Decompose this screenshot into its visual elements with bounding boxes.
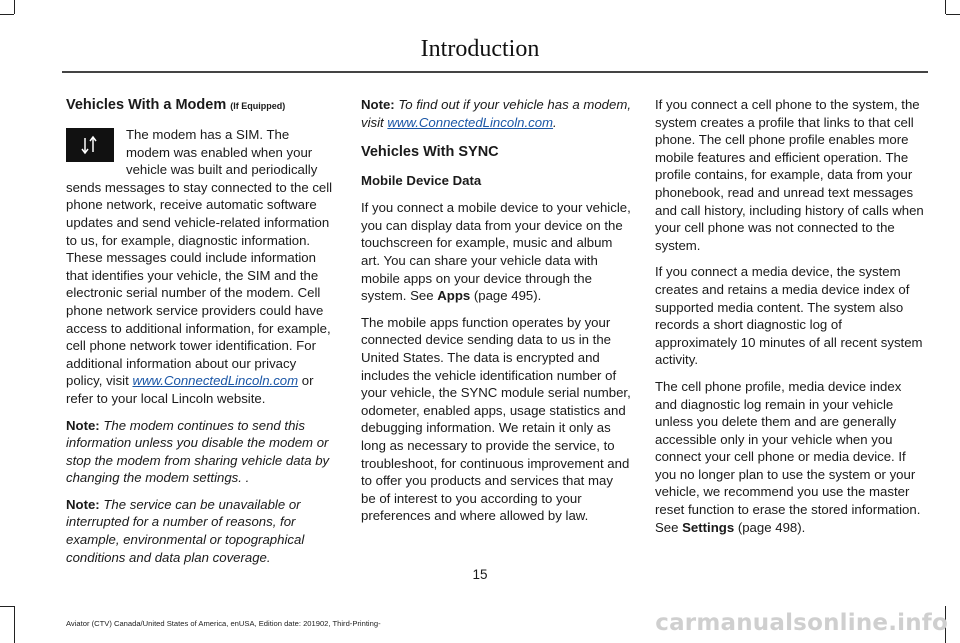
crop-mark <box>0 14 14 15</box>
crop-mark <box>14 0 15 14</box>
apps-reference[interactable]: Apps <box>437 288 471 304</box>
crop-mark <box>945 0 946 14</box>
header-rule <box>62 71 928 73</box>
note-paragraph <box>361 96 631 131</box>
modem-paragraph <box>66 126 336 408</box>
body-text: If you connect a mobile device to your vehicle, you can display data from your device on the touchscreen for example, music and album art. You can share your vehicle data with mobile apps on your device through the system. See <box>361 200 631 304</box>
connected-lincoln-link[interactable]: www.ConnectedLincoln.com <box>387 114 554 130</box>
subheading-mobile-device-data: Mobile Device Data <box>361 173 482 189</box>
body-text: (page 495). <box>470 288 542 304</box>
column-2 <box>361 96 631 534</box>
note-text: The service can be unavailable or interrupted for a number of reasons, for example, environmental or topographical conditions and data plan coverage. <box>66 496 305 565</box>
body-paragraph <box>655 378 925 536</box>
watermark: carmanualsonline.info <box>655 610 948 636</box>
column-1 <box>66 96 336 575</box>
body-text: or refer to your local Lincoln website. <box>66 373 314 406</box>
body-text: The cell phone profile, media device index and diagnostic log remain in your vehicle unless you delete them and are generally accessible only in your vehicle when you connect your cell phone or media device. If you no longer plan to use the system or your vehicle, we recommend you use the master reset function to erase the stored information. See <box>655 378 921 535</box>
note-paragraph <box>66 417 336 487</box>
section-heading-sync: Vehicles With SYNC <box>361 144 499 161</box>
body-paragraph: The mobile apps function operates by your connected device sending data to us in the United States. The data is encrypted and includes the vehicle identification number of your vehicle, the SYNC module serial number, odometer, enabled apps, usage statistics and debugging information. We retain it only as long as necessary to provide the service, to troubleshoot, for continuous improvement and to offer you products and services that may be of interest to you according to your preferences and where allowed by law. <box>361 314 631 524</box>
edition-footer: Aviator (CTV) Canada/United States of America, enUSA, Edition date: 201902, Third-Printing- <box>66 619 381 628</box>
crop-mark <box>14 606 15 643</box>
page-number: 15 <box>472 567 488 582</box>
body-text: The modem has a SIM. The modem was enabled when your vehicle was built and periodically sends messages to stay connected to the cell phone network, receive automatic software updates and send vehicle-related information to us, for example, diagnostic information. These messages could include information that identifies your vehicle, the SIM and the electronic serial number of the modem. Cell phone network service providers could have access to additional information, for example, cell phone network tower identification. For additional information about our privacy policy, visit <box>66 127 333 389</box>
note-label: Note: <box>66 496 100 512</box>
modem-arrows-icon <box>66 128 114 162</box>
settings-reference[interactable]: Settings <box>682 519 735 535</box>
note-text: . <box>553 114 557 130</box>
heading-text: Vehicles With a Modem <box>66 97 227 113</box>
note-text: To find out if your vehicle has a modem, visit <box>361 97 631 130</box>
body-text: (page 498). <box>734 519 806 535</box>
body-paragraph: If you connect a media device, the system creates and retains a media device index of supported media content. The system also records a short diagnostic log of approximately 10 minutes of all recent system activity. <box>655 264 923 368</box>
body-paragraph <box>361 199 631 305</box>
note-label: Note: <box>66 417 100 433</box>
heading-qualifier: (If Equipped) <box>230 101 286 111</box>
crop-mark <box>946 14 960 15</box>
connected-lincoln-link[interactable]: www.ConnectedLincoln.com <box>132 373 299 389</box>
crop-mark <box>0 606 14 607</box>
page-title: Introduction <box>420 36 540 62</box>
note-paragraph <box>66 496 336 566</box>
note-label: Note: <box>361 97 395 112</box>
section-heading-modem <box>66 96 336 115</box>
body-paragraph: If you connect a cell phone to the system, the system creates a profile that links to that cell phone. The cell phone profile enables more mobile features and efficient operation. The profile contains, for example, data from your phonebook, read and unread text messages and call history, including history of calls when your cell phone was not connected to the system. <box>655 97 924 253</box>
column-3 <box>655 96 925 545</box>
note-text: The modem continues to send this information unless you disable the modem or stop the modem from sharing vehicle data by changing the modem settings. . <box>66 417 330 486</box>
